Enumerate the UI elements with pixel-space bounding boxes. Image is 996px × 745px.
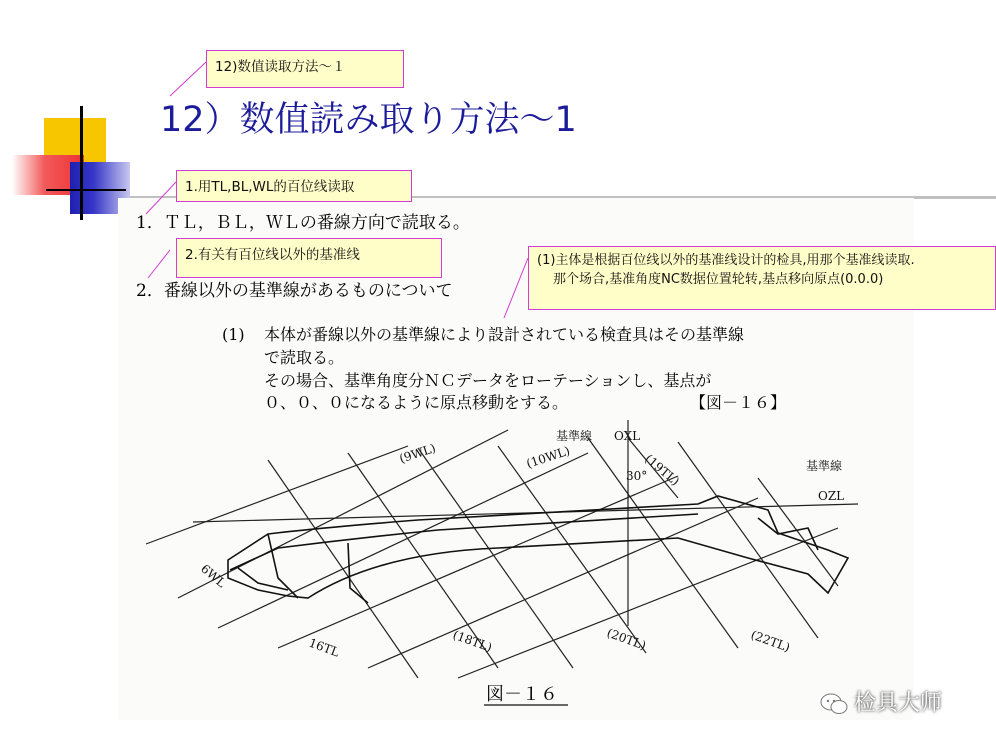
doc-item-text-1: 本体が番線以外の基準線により設計されている検査具はその基準線 <box>264 325 745 344</box>
label-30-degree: 30° <box>626 469 648 483</box>
note-title-text: 12)数值读取方法～１ <box>215 59 346 75</box>
watermark-text: 检具大师 <box>854 691 943 716</box>
note-2-text: 2.有关有百位线以外的基准线 <box>185 247 360 263</box>
note-1 <box>176 170 412 202</box>
slide-title: 12）数值読み取り方法～1 <box>160 100 577 140</box>
note-3 <box>528 246 996 310</box>
label-6wl: 6WL <box>198 561 229 591</box>
label-18tl: (18TL) <box>450 627 494 655</box>
label-10wl: (10WL) <box>524 443 572 471</box>
label-ozl: OZL <box>818 489 845 503</box>
doc-item-number: (1) <box>222 325 245 344</box>
label-22tl: (22TL) <box>748 627 792 655</box>
doc-line-1: 1．ＴＬ，ＢＬ，ＷＬの番線方向で読取る。 <box>136 213 470 233</box>
label-9wl: (9WL) <box>397 441 438 466</box>
label-oxl: OXL <box>614 429 641 443</box>
watermark <box>820 686 942 717</box>
note-3-line-1: (1)主体是根据百位线以外的基准线设计的检具,用那个基准线读取. <box>537 253 915 268</box>
note-title <box>206 50 404 88</box>
label-kijunsen-1: 基準線 <box>556 429 593 443</box>
doc-item-text-3: その場合、基準角度分ＮＣデータをローテーションし、基点が <box>264 371 712 390</box>
doc-item-text-2: で読取る。 <box>264 348 345 367</box>
wechat-icon <box>820 693 848 715</box>
doc-figure-ref: 【図－１６】 <box>690 393 787 412</box>
doc-line-2: 2．番線以外の基準線があるものについて <box>136 281 453 301</box>
note-2 <box>176 238 442 278</box>
label-16tl: 16TL <box>306 635 342 660</box>
label-20tl: (20TL) <box>604 625 648 653</box>
doc-item-text-4: ０、０、０になるように原点移動をする。 <box>264 393 569 412</box>
label-kijunsen-2: 基準線 <box>806 459 843 473</box>
note-1-text: 1.用TL,BL,WL的百位线读取 <box>185 179 355 195</box>
label-19tl: (19TL) <box>642 451 683 489</box>
note-3-line-2: 那个场合,基准角度NC数据位置轮转,基点移向原点(0.0.0) <box>553 272 884 287</box>
figure-caption: 図－１６ <box>486 684 558 705</box>
